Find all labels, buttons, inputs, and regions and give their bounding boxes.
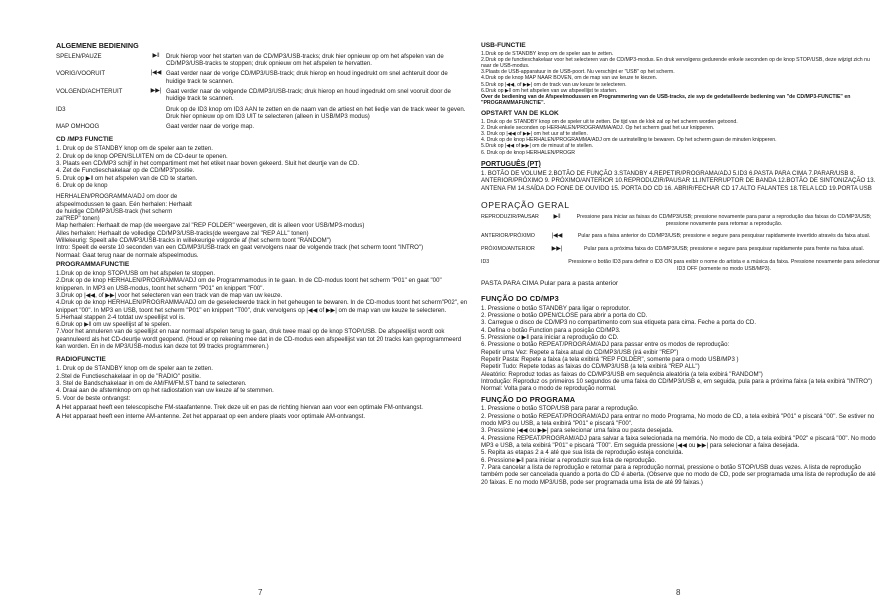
op-icon: ▶▶|	[551, 246, 563, 253]
program-instructions-pt	[481, 405, 881, 485]
antenna-prefix: A	[56, 413, 62, 421]
usb-note: Over de bediening van de Afspeelmodussen en Programmering van de USB-tracks, zie svp de gedetailleerde bediening van "de CD/MP3-FUNCTIE" en "PROGRAMMAFUNCTIE".	[481, 93, 851, 106]
text-line: 3.Plaats de USB-apparatuur in de USB-poort. Nu verschijnt er "USB" op het scherm.	[481, 69, 675, 76]
text-line: 1. Pressione o botão STOP/USB para parar a reprodução.	[481, 405, 639, 413]
text-line: 7.Voor het annuleren van de speellijst en naar normaal afspelen terug te gaan, druk twee maal op de knop STOP/USB. De afspeellijst wordt ook geannuleerd als het CD-deurtje wordt geopend. (Houd er op rekening mee dat in de CD-modus een afspeellijst van tot 20 tracks kan geprogrammeerd kan worden. En in de MP3/USB-modus kan deze tot 99 tracks programmeren.)	[56, 328, 462, 351]
op-key: SPELEN/PAUZE	[56, 52, 102, 60]
text-line: 1. Druk op de STANDBY knop om de speler aan te zetten.	[56, 145, 213, 153]
text-line: 2.Stel de Functieschakelaar in op de "RADIO" positie.	[56, 372, 201, 380]
text-line: Aleatório: Reproduz todas as faixas do CD/MP3/USB em sequência aleatória (a tela exibirá "RANDOM")	[481, 370, 763, 378]
section-title-cd: CD /MP3 FUNCTIE	[56, 136, 114, 144]
text-line: 5. Pressione o ▶‖ para iniciar a reprodução do CD.	[481, 334, 619, 342]
antenna-instructions	[56, 404, 468, 421]
text-line: 1.Druk op de knop STOP/USB om het afspelen te stoppen.	[56, 269, 216, 277]
text-line: Alles herhalen: Herhaalt de volledige CD/MP3/USB-tracks(de weergave zal "REP ALL" tonen)	[56, 229, 309, 237]
antenna-text: Het apparaat heeft een interne AM-antenne. Zet het apparaat op een andere plaats voor optimale AM-ontvangst.	[61, 413, 366, 421]
controls-list: 1. BOTÃO DE VOLUME 2.BOTÃO DE FUNÇÃO 3.STANDBY 4.REPETIR/PROGRAMA/ADJ 5.ID3 6.PASTA PARA CIMA 7.PARAR/USB 8. ANTERIOR/PRÓXIMO 9. PRÓXIMO/ANTERIOR 10.REPRODUZIR/PAUSAR 11.INTERRUPTOR DE BANDA 12.BOTÃO DE SINTONIZAÇÃO 13. ANTENA FM 14.SAÍDA DO FONE DE OUVIDO 15. PORTA DO CD 16. ABRIR/FECHAR CD 17.ALTO FALANTES 18.TELA LCD 19.PORTA USB	[481, 170, 876, 192]
section-title-clock: OPSTART VAN DE KLOK	[481, 110, 559, 118]
op-icon	[150, 123, 162, 130]
op-description: Gaat verder naar de volgende CD/MP3/USB-track; druk hierop en houd ingedrukt om snel vooruit door de huidige track te scannen.	[166, 87, 451, 103]
text-line: zal"REP" tonen)	[56, 215, 100, 223]
clock-instructions	[481, 119, 881, 156]
page-left	[56, 42, 468, 602]
program-instructions	[56, 270, 468, 350]
text-line: 3. Pressione |◀◀ ou ▶▶| para selecionar uma faixa ou pasta desejada.	[481, 427, 674, 435]
page-right	[481, 42, 881, 602]
op-description: Druk hierop voor het starten van de CD/MP3/USB-tracks; druk hier opnieuw op om het afspelen van de CD/MP3/USB-tracks te stoppen; druk opnieuw om het afspelen te hervatten.	[166, 52, 444, 67]
section-title-usb: USB-FUNCTIE	[481, 42, 526, 49]
text-line: 2.Druk op de knop HERHALEN/PROGRAMMA/ADJ om de Programmamodus in te gaan. In de CD-modus toont het scherm "P01" en gaat "00" knipperen. In MP3 en USB-modus, toont het scherm "P01" en knippert "F00".	[56, 277, 442, 292]
op-key: ANTERIOR/PRÓXIMO	[481, 233, 535, 240]
section-title-program-pt: FUNÇÃO DO PROGRAMA	[481, 394, 576, 404]
text-line: 1.Druk op de STANDBY knop om de speler aan te zetten.	[481, 50, 614, 57]
text-line: 5. Repita as etapas 2 a 4 até que sua lista de reprodução esteja concluída.	[481, 449, 684, 457]
text-line: 4. Defina o botão Function para a posição CD/MP3.	[481, 326, 621, 334]
page-number-right: 8	[676, 588, 681, 597]
text-line: 6.Druk op ▶‖ om uw speellijst af te spelen.	[56, 321, 171, 329]
section-title-cd-pt: FUNÇÃO DO CD/MP3	[481, 293, 559, 303]
text-line: Map herhalen: Herhaalt de map (de weergave zal "REP FOLDER" weergeven, dit is alleen voor USB/MP3-modus)	[56, 222, 365, 230]
text-line: 3. Druk op |◀◀ of ▶▶| om het uur af te stellen.	[481, 131, 588, 138]
text-line: 2. Druk enkele seconden op HERHALEN/PROGRAMMA/ADJ. Op het scherm gaat het uur knipperen.	[481, 125, 715, 132]
antenna-prefix: A	[56, 403, 62, 411]
op-description: Druk op de ID3 knop om ID3 AAN te zetten en de naam van de artiest en het liedje van de track weer te geven. Druk hier opnieuw op om ID3 UIT te selecteren (alleen in USB/MP3 modus)	[166, 105, 466, 120]
text-line: 2. Druk op de knop OPEN/SLUITEN om de CD-deur te openen.	[56, 152, 228, 160]
op-key: ID3	[481, 259, 490, 266]
text-line: 2. Pressione o botão REPEAT/PROGRAM/ADJ para entrar no modo Programa, No modo de CD, a tela exibirá "P01" e piscará "00". Se estiver no modo MP3 ou USB, a tela exibirá "P01" e piscará "F00".	[481, 412, 875, 428]
cd-instructions-pt	[481, 305, 881, 393]
op-icon	[150, 106, 162, 121]
antenna-line	[56, 413, 468, 420]
op-icon: |◀◀	[150, 70, 162, 77]
op-key: ID3	[56, 105, 66, 113]
text-line: Introdução: Reproduz os primeiros 10 segundos de uma faixa do CD/MP3/USB e, em seguida, pula para a próxima faixa (a tela exibirá "INTRO")	[481, 377, 873, 385]
op-key: VOLGEND/ACHTERUIT	[56, 87, 123, 95]
text-line: 3. Stel de Bandschakelaar in om de AM/FM/FM.ST band te selecteren.	[56, 379, 247, 387]
text-line: 4. Zet de Functieschakelaar op de CD/MP3"positie.	[56, 167, 195, 175]
section-title-radio: RADIOFUNCTIE	[56, 356, 106, 364]
op-key: PRÓXIMO/ANTERIOR	[481, 246, 535, 253]
text-line: 6. Pressione ▶‖ para iniciar a reproduzir sua lista de reprodução.	[481, 456, 657, 464]
op-description: Pressione o botão ID3 para definir o ID3 ON para exibir o nome do artista e a música da faixa. Pressione novamente para selecionar ID3 OFF (somente no modo USB/MP3).	[568, 259, 880, 272]
text-line: 6. Druk op de knop HERHALEN/PROGR	[481, 149, 575, 156]
op-icon: ▶‖	[152, 52, 160, 59]
op-description: Gaat verder naar de vorige map.	[166, 123, 255, 131]
text-line: 6. Druk op de knop	[56, 181, 108, 189]
op-key: MAP OMHOOG	[56, 123, 100, 131]
text-line: 2.Druk op de functieschakelaar voor het selecteren van de CD/MP3-modus. En druk vervolgens gedurende enkele seconden op de knop STOP/USB, deze wijzigt zich nu naar de USB-modus.	[481, 57, 870, 70]
radio-instructions	[56, 365, 468, 402]
text-line: 4.Druk op de knop HERHALEN/PROGRAMMA/ADJ om de geselecteerde track in het geheugen te bewaren. In de CD-modus toont het scherm"P02", en knippert "00". In MP3 en USB, toont het scherm "P01" en knippert "T00", druk vervolgens op |◀◀ of ▶▶| om de map van uw keuze te selecteren.	[56, 299, 468, 314]
text-line: 1. Druk op de STANDBY knop om de speler uit te zetten. De tijd van de klok zal op het scherm worden getoond.	[481, 118, 738, 125]
folder-line: PASTA PARA CIMA Pular para a pasta anterior	[481, 280, 619, 288]
antenna-text: Het apparaat heeft een telescopische FM-staafantenne. Trek deze uit en pas de richting hiervan aan voor een optimale FM-ontvangst.	[61, 403, 423, 411]
text-line: 6.Druk op ▶‖ om het afspelen van uw afspeellijst te starten.	[481, 87, 618, 94]
page-number-left: 7	[258, 588, 263, 597]
text-line: 5.Druk op |◀◀, of ▶▶| om de track van uw keuze te selecteren.	[481, 81, 627, 88]
text-line: 4. Pressione REPEAT/PROGRAM/ADJ para salvar a faixa selecionada na memória. No modo de CD, a tela exibirá "P02" e piscará "00". No modo MP3 e USB, a tela exibirá "P01" e piscará "T00". Em seguida pressione |◀◀ ou ▶▶| para selecionar a faixa desejada.	[481, 434, 876, 450]
op-description: Gaat verder naar de vorige CD/MP3/USB-track; druk hierop en houd ingedrukt om snel achteruit door de huidige track te scannen.	[166, 70, 448, 85]
section-title-operation: OPERAÇÃO GERAL	[481, 200, 570, 211]
text-line: 7. Para cancelar a lista de reprodução e retornar para a reprodução normal, pressione o botão STOP/USB duas vezes. A lista de reprodução também pode ser cancelada quando a porta do CD é aberta. (Observe que no modo de CD, pode ser programada uma lista de reprodução de até 20 faixas. E no modo MP3/USB, pode ser programada uma lista de até 99 faixas.)	[481, 463, 876, 486]
text-line: 1. Pressione o botão STANDBY para ligar o reprodutor.	[481, 304, 631, 312]
text-line: 3.Druk op |◀◀, of ▶▶| voor het selecteren van een track van de map van uw keuze.	[56, 291, 283, 299]
text-line: Repetir Pasta: Repete a faixa (a tela exibirá "REP FOLDER", somente para o modo USB/MP3 )	[481, 356, 739, 364]
text-line: Repetir Tudo: Repete todas as faixas do CD/MP3/USB (a tela exibirá "REP ALL")	[481, 363, 700, 371]
text-line: Willekeurig: Speelt alle CD/MP3/USB-tracks in willekeurige volgorde af (het scherm toont "RANDOM")	[56, 237, 331, 245]
text-line: Normaal: Gaat terug naar de normale afspeelmodus.	[56, 251, 199, 259]
section-title-general: ALGEMENE BEDIENING	[56, 42, 139, 50]
operations-table	[56, 53, 468, 131]
op-icon: ▶‖	[553, 214, 561, 221]
text-line: HERHALEN/PROGRAMMA/ADJ om door de	[56, 193, 178, 201]
op-description: Pressione para iniciar as faixas do CD/MP3/USB; pressione novamente para parar a reprodução das faixas do CD/MP3/USB; pressione novamente para retomar a reprodução.	[576, 214, 872, 227]
cd-instructions	[56, 145, 468, 189]
text-line: Intro: Speelt de eerste 10 seconden van een CD/MP3/USB-track en gaat vervolgens naar de volgende track (het scherm toont "INTRO")	[56, 244, 424, 252]
usb-instructions	[481, 51, 881, 94]
op-icon	[550, 259, 564, 272]
operations-table-pt	[481, 214, 881, 272]
repeat-instructions	[56, 193, 468, 259]
op-key: REPRODUZIR/PAUSAR	[481, 214, 539, 221]
op-key: VORIG/VOORUIT	[56, 70, 106, 78]
text-line: Repetir uma Vez: Repete a faixa atual do CD/MP3/USB (irá exibir "REP")	[481, 348, 679, 356]
op-description: Pular para a próxima faixa do CD/MP3/USB; pressione e segure para pesquisar rapidamente para frente na faixa atual.	[583, 246, 864, 253]
text-line: afspeelmodussen te gaan. Eén herhalen: Herhaalt	[56, 200, 192, 208]
text-line: 5.Herhaal stappen 2-4 totdat uw speellijst vol is.	[56, 313, 186, 321]
text-line: 6. Pressione o botão REPEAT/PROGRAM/ADJ para passar entre os modos de reprodução:	[481, 341, 730, 349]
text-line: Normal: Volta para o modo de reprodução normal.	[481, 385, 617, 393]
op-description: Pular para a faixa anterior do CD/MP3/USB; pressione e segure para pesquisar rapidamente invertido através da faixa atual.	[577, 233, 871, 240]
text-line: 3. Plaats een CD/MP3 schijf in het compartiment met het etiket naar boven gekeerd. Sluit het deurtje van de CD.	[56, 159, 360, 167]
text-line: 3. Carregue o disco de CD/MP3 no compartimento com sua etiqueta para cima. Feche a porta do CD.	[481, 319, 757, 327]
op-icon: |◀◀	[551, 233, 563, 240]
text-line: 4. Druk op de knop HERHALEN/PROGRAMMA/ADJ om de uurinstelling te bewaren. Op het scherm gaan de minuten knipperen.	[481, 137, 777, 144]
op-icon: ▶▶|	[150, 87, 162, 94]
antenna-line	[56, 404, 468, 411]
text-line: 5.Druk op |◀◀ of ▶▶| om de minuut af te stellen.	[481, 143, 594, 150]
text-line: 5. Druk op ▶‖ om het afspelen van de CD te starten.	[56, 174, 198, 182]
section-title-portuguese: PORTUGUÊS (PT)	[481, 160, 541, 168]
text-line: 4. Draai aan de afstemknop om op het radiostation van uw keuze af te stemmen.	[56, 387, 274, 395]
text-line: de huidige CD/MP3/USB-track (het scherm	[56, 207, 173, 215]
text-line: 1. Druk op de STANDBY knop om de speler aan te zetten.	[56, 365, 213, 373]
text-line: 2. Pressione o botão OPEN/CLOSE para abrir a porta do CD.	[481, 312, 648, 320]
text-line: 4.Druk op de knop MAP NAAR BOVEN, om de map van uw keuze te kiezen.	[481, 75, 658, 82]
text-line: 5. Voor de beste ontvangst:	[56, 394, 131, 402]
section-title-program: PROGRAMMAFUNCTIE	[56, 261, 130, 269]
